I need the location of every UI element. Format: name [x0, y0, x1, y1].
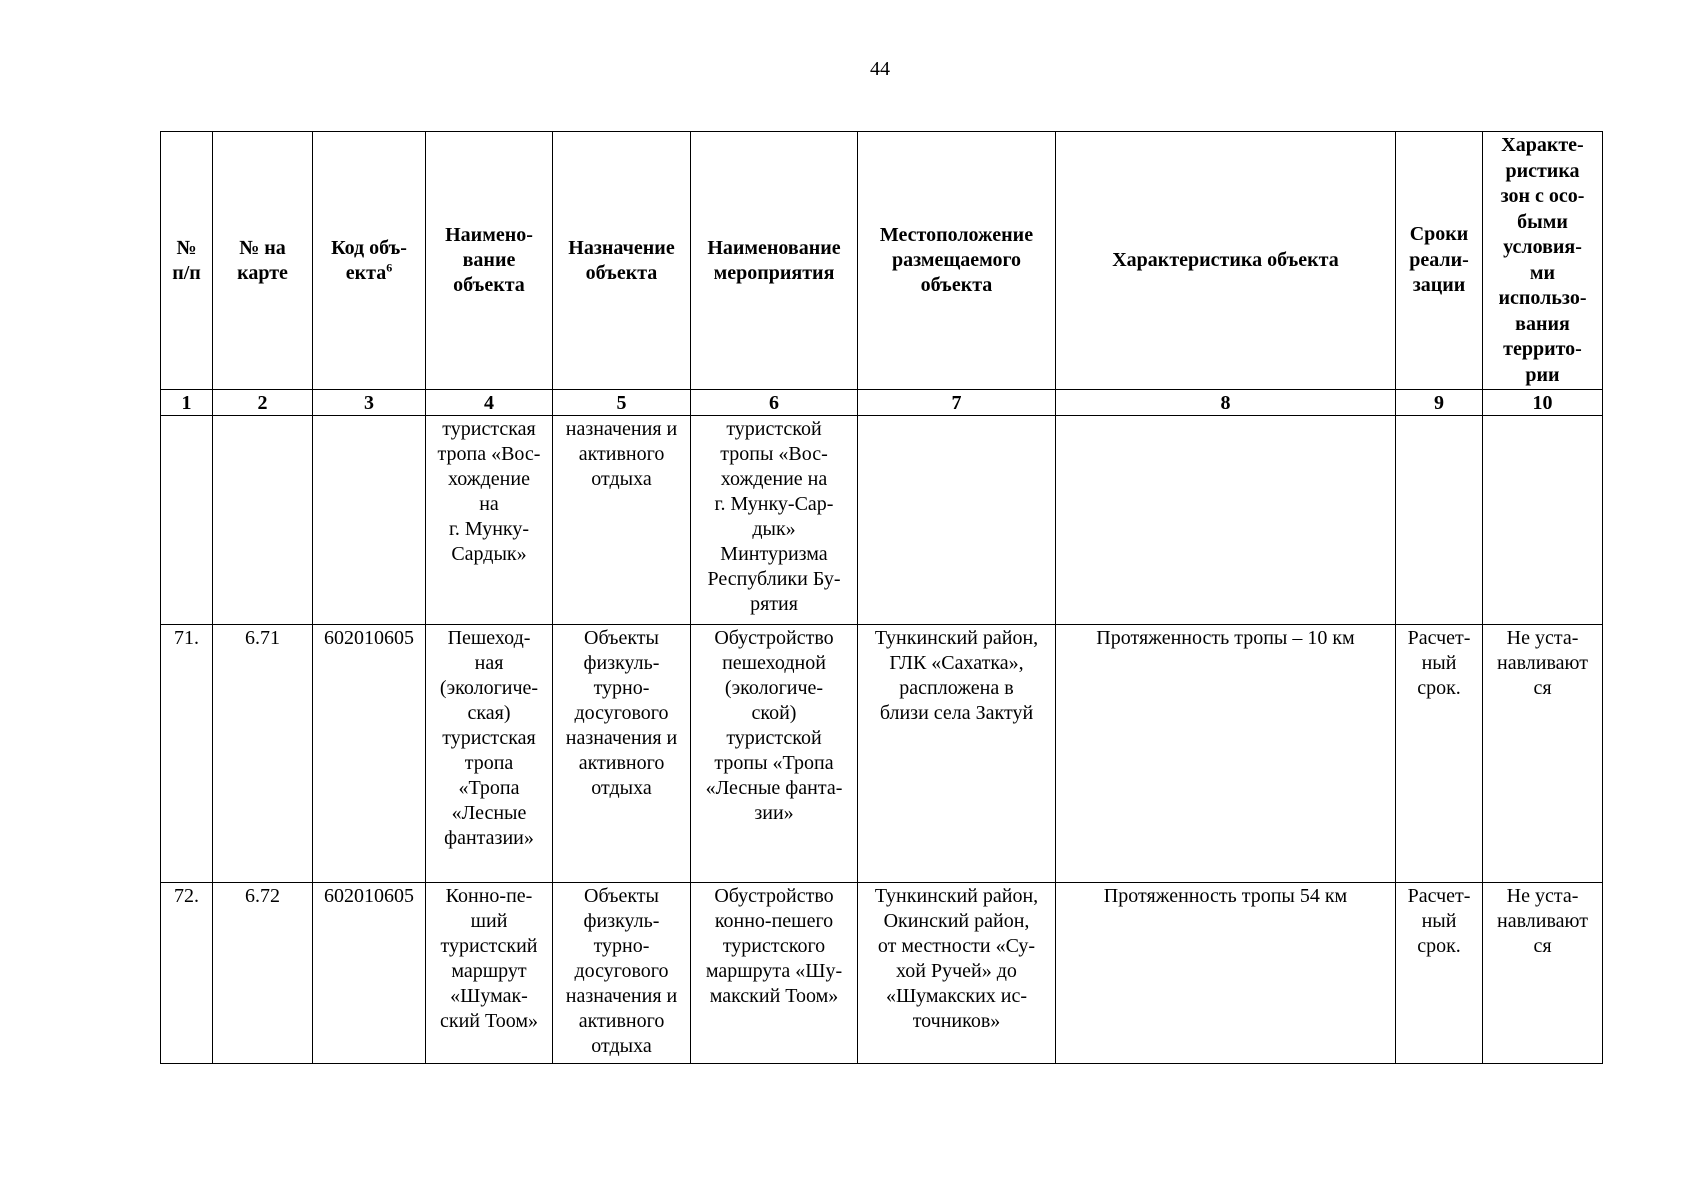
cell-term — [1396, 416, 1483, 625]
cell-text-line: размещаемого — [891, 249, 1022, 271]
cell-text-line: турно- — [593, 935, 650, 957]
cell-text-line: зации — [1412, 274, 1466, 297]
cell-text-line: макский Тоом» — [709, 985, 839, 1007]
cell-object-purpose — [553, 625, 691, 883]
header-object-code-line2: екта$^6$ — [345, 259, 393, 284]
cell-text-line: распложена в — [899, 677, 1014, 699]
cell-text-line: ся — [1533, 935, 1552, 957]
cell-text-line: Объекты — [584, 885, 659, 907]
cell-text-line: зии» — [754, 802, 794, 824]
cell-text-line: зон с осо- — [1500, 185, 1585, 207]
cell-object-purpose — [553, 416, 691, 625]
cell-text-line: досугового — [574, 702, 669, 724]
cell-text-line: объекта — [453, 274, 525, 296]
cell-text-line: условия- — [1503, 236, 1582, 258]
cell-measure-name — [691, 883, 858, 1064]
column-number: 2 — [213, 390, 313, 416]
cell-text-line: срок. — [1417, 677, 1461, 699]
cell-text-line: быми — [1517, 210, 1568, 233]
cell-num — [161, 416, 213, 625]
header-object-code — [313, 132, 426, 390]
cell-text-line: ми — [1529, 261, 1556, 284]
cell-text-line: Назначение — [568, 236, 675, 259]
cell-text-line: Не уста- — [1506, 627, 1579, 649]
cell-text-line: активного — [578, 443, 665, 465]
cell-zones — [1483, 416, 1603, 625]
cell-map-num: 6.72 — [213, 883, 313, 1064]
cell-text-line: физкуль- — [583, 910, 660, 932]
cell-text-line: конно-пешего — [714, 910, 834, 932]
page-number: 44 — [870, 58, 890, 80]
cell-measure-name — [691, 416, 858, 625]
cell-text-line: Обустройство — [714, 627, 834, 649]
cell-text-line: Не уста- — [1506, 885, 1579, 907]
table-header-row — [161, 132, 1603, 390]
header-object-name — [426, 132, 553, 390]
cell-text-line: хождение на — [720, 468, 828, 490]
cell-text-line: объекта — [920, 274, 993, 296]
cell-text-line: «Шумак- — [450, 985, 528, 1007]
cell-text-line: маршрута «Шу- — [705, 960, 843, 982]
table-row — [161, 883, 1603, 1064]
cell-text-line: туристского — [722, 935, 826, 957]
cell-text-line: назначения и — [565, 418, 678, 440]
cell-text-line: Окинский район, — [883, 910, 1030, 932]
cell-text-line: туристский — [440, 935, 538, 957]
cell-text-line: п/п — [172, 261, 201, 284]
cell-text-line: от местности «Су- — [877, 935, 1036, 957]
header-map-num — [213, 132, 313, 390]
column-number: 4 — [426, 390, 553, 416]
column-number: 10 — [1483, 390, 1603, 416]
header-term — [1396, 132, 1483, 390]
cell-text-line: ская) — [467, 702, 511, 724]
cell-text-line: «Шумакских ис- — [885, 985, 1028, 1007]
cell-object-name — [426, 625, 553, 883]
cell-text-line: Сроки — [1409, 223, 1469, 246]
cell-text-line: «Тропа — [458, 777, 520, 799]
document-table — [160, 131, 1603, 1064]
cell-text-line: срок. — [1417, 935, 1461, 957]
cell-text-line: навливают — [1497, 652, 1588, 674]
cell-text-line: г. Мунку-Сар- — [714, 493, 834, 515]
header-num — [161, 132, 213, 390]
cell-location — [858, 625, 1056, 883]
cell-text-line: ской) — [751, 702, 797, 724]
cell-text-line: мероприятия — [713, 261, 835, 284]
cell-text-line: физкуль- — [583, 652, 660, 674]
cell-text-line: рятия — [750, 593, 798, 615]
cell-text-line: использо- — [1498, 287, 1587, 309]
cell-text-line: Местоположение — [879, 224, 1034, 246]
cell-text-line: активного — [578, 1010, 665, 1032]
cell-text-line: ный — [1421, 652, 1457, 674]
cell-text-line: маршрут — [451, 960, 527, 982]
cell-object-characteristic — [1056, 416, 1396, 625]
column-number: 3 — [313, 390, 426, 416]
cell-text-line: пешеходной — [722, 652, 826, 674]
cell-text-line: отдыха — [591, 777, 652, 799]
cell-text-line: ный — [1421, 910, 1457, 932]
cell-map-num — [213, 416, 313, 625]
cell-text-line: Характе- — [1501, 134, 1584, 156]
cell-text-line: точников» — [912, 1010, 1001, 1032]
cell-text-line: (экологиче- — [724, 677, 824, 699]
cell-text-line: туристская — [442, 727, 536, 749]
cell-text-line: вание — [462, 249, 516, 271]
cell-text-line: ский Тоом» — [440, 1010, 538, 1032]
cell-text-line: «Лесные фанта- — [705, 777, 843, 799]
table-row — [161, 625, 1603, 883]
cell-text-line: хождение — [448, 468, 530, 490]
cell-text-line: турно- — [593, 677, 650, 699]
cell-text-line: № на — [239, 236, 286, 259]
cell-text-line: хой Ручей» до — [896, 960, 1017, 982]
cell-text-line: карте — [237, 261, 288, 284]
cell-text-line: навливают — [1497, 910, 1588, 932]
cell-text-line: Расчет- — [1407, 627, 1471, 649]
column-number: 1 — [161, 390, 213, 416]
cell-text-line: досугового — [574, 960, 669, 982]
cell-term — [1396, 625, 1483, 883]
cell-text-line: Наименование — [707, 236, 841, 259]
cell-location — [858, 416, 1056, 625]
header-location — [858, 132, 1056, 390]
header-object-purpose — [553, 132, 691, 390]
cell-text-line: Республики Бу- — [707, 568, 841, 590]
column-number: 9 — [1396, 390, 1483, 416]
cell-text-line: Тункинский район, — [874, 885, 1039, 907]
cell-text-line: № — [176, 236, 197, 259]
header-object-characteristic — [1056, 132, 1396, 390]
cell-text-line: рии — [1525, 363, 1560, 386]
column-number: 5 — [553, 390, 691, 416]
cell-object-characteristic — [1056, 625, 1396, 883]
cell-text-line: туристской — [726, 418, 822, 440]
cell-text-line: туристской — [726, 727, 822, 749]
cell-text-line: террито- — [1503, 338, 1582, 360]
cell-num: 71. — [161, 625, 213, 883]
cell-text-line: Конно-пе- — [445, 885, 533, 907]
cell-text-line: туристская — [442, 418, 536, 440]
cell-object-name — [426, 883, 553, 1064]
cell-object-code — [313, 416, 426, 625]
cell-text-line: г. Мунку- — [448, 518, 530, 540]
cell-text-line: назначения и — [565, 985, 678, 1007]
cell-text-line: ся — [1533, 677, 1552, 699]
cell-object-code: 602010605 — [313, 625, 426, 883]
cell-text-line: (экологиче- — [439, 677, 539, 699]
cell-text-line: ристика — [1505, 159, 1580, 182]
cell-text-line: ший — [470, 910, 508, 932]
cell-text-line: Минтуризма — [720, 543, 828, 565]
cell-text-line: тропа «Вос- — [437, 443, 541, 465]
cell-text-line: Сардык» — [451, 543, 527, 565]
cell-text-line: фантазии» — [444, 827, 534, 849]
cell-text-line: Расчет- — [1407, 885, 1471, 907]
cell-num: 72. — [161, 883, 213, 1064]
cell-text-line: активного — [578, 752, 665, 774]
cell-object-code: 602010605 — [313, 883, 426, 1064]
cell-text-line: Протяженность тропы – 10 км — [1096, 627, 1355, 649]
cell-text-line: ГЛК «Сахатка», — [889, 652, 1024, 674]
column-number: 8 — [1056, 390, 1396, 416]
table-row-continuation — [161, 416, 1603, 625]
cell-object-characteristic — [1056, 883, 1396, 1064]
footnote-marker: 6 — [386, 259, 393, 274]
cell-location — [858, 883, 1056, 1064]
cell-text-line: Протяженность тропы 54 км — [1103, 885, 1348, 907]
cell-text-line: Пешеход- — [447, 627, 531, 649]
cell-text-line: отдыха — [591, 468, 652, 490]
cell-text-line: Характеристика объекта — [1112, 249, 1339, 271]
cell-text-line: «Лесные — [451, 802, 527, 824]
header-measure-name — [691, 132, 858, 390]
cell-text-line: объекта — [585, 261, 658, 284]
cell-map-num: 6.71 — [213, 625, 313, 883]
header-zones — [1483, 132, 1603, 390]
cell-text-line: Обустройство — [714, 885, 834, 907]
column-number: 7 — [858, 390, 1056, 416]
column-number: 6 — [691, 390, 858, 416]
cell-term — [1396, 883, 1483, 1064]
cell-zones — [1483, 625, 1603, 883]
cell-text-line: тропа — [464, 752, 514, 774]
cell-text-line: ная — [474, 652, 504, 674]
cell-object-purpose — [553, 883, 691, 1064]
cell-zones — [1483, 883, 1603, 1064]
cell-text-line: тропы «Тропа — [714, 752, 834, 774]
cell-text-line: вания — [1515, 312, 1570, 335]
cell-text-line: тропы «Вос- — [720, 443, 828, 465]
cell-text-line: на — [479, 493, 499, 515]
header-object-code-line1: Код объ- — [331, 236, 407, 259]
cell-text-line: дык» — [752, 518, 796, 540]
cell-text-line: Тункинский район, — [874, 627, 1039, 649]
cell-text-line: отдыха — [591, 1035, 652, 1057]
cell-text-line: близи села Зактуй — [879, 702, 1034, 724]
cell-text-line: реали- — [1409, 248, 1469, 271]
cell-object-name — [426, 416, 553, 625]
column-numbers-row — [161, 390, 1603, 416]
cell-text-line: Наимено- — [445, 224, 533, 246]
cell-text-line: Объекты — [584, 627, 659, 649]
cell-measure-name — [691, 625, 858, 883]
cell-text-line: назначения и — [565, 727, 678, 749]
